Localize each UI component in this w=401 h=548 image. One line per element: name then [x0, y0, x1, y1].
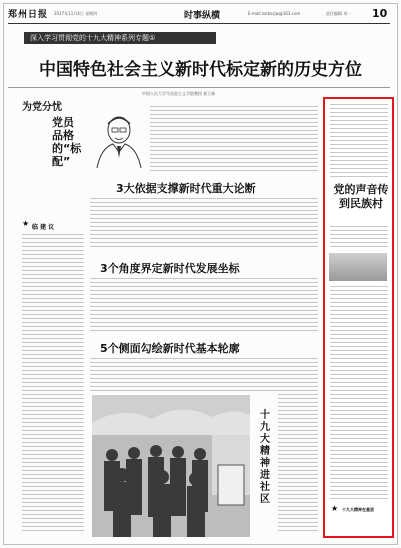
subhead-1: 3大依据支撑新时代重大论断 [116, 182, 256, 195]
headline-rule [8, 87, 390, 88]
author-portrait [93, 110, 145, 168]
right-column-footer: 十九大精神在基层 [342, 507, 374, 512]
section-title: 时事纵横 [184, 11, 221, 21]
intro-text [150, 106, 318, 172]
editor-credit: 责任编辑 刘一 [326, 11, 352, 16]
series-banner [24, 32, 216, 44]
series-banner-text: 深入学习贯彻党的十九大精神系列专题① [30, 34, 156, 42]
right-column-photo [329, 253, 387, 281]
body-text-1 [90, 198, 318, 250]
body-text-2 [90, 278, 318, 332]
article-byline: 中国人民大学马克思主义学院教授 郝立新 [142, 91, 216, 96]
right-column-intro [330, 104, 388, 178]
contact-email: E-mail:zzrbszjw@163.com [248, 11, 301, 16]
page-number: 10 [372, 7, 388, 20]
caption-body-text [278, 394, 318, 534]
body-text-3 [90, 358, 318, 392]
newspaper-logo: 郑州日报 [8, 10, 49, 20]
sidebar-column-label: 临 建 议 [32, 224, 55, 231]
community-photo [92, 395, 250, 537]
subhead-2: 3个角度界定新时代发展坐标 [100, 262, 240, 275]
issue-date: 2017年11月4日 星期四 [54, 11, 98, 16]
right-column-lead [330, 226, 388, 250]
sidebar-commentary [22, 102, 80, 222]
sidebar-title-1: 为党分忧 [22, 102, 62, 113]
sidebar-title-2: 党员品格的“标配” [52, 116, 82, 168]
main-headline: 中国特色社会主义新时代标定新的历史方位 [39, 60, 362, 80]
star-icon: ★ [22, 219, 30, 228]
sidebar-body-text [22, 234, 84, 534]
photo-caption-title: 十九大精神进社区 [260, 410, 270, 505]
subhead-3: 5个侧面勾绘新时代基本轮廓 [100, 342, 240, 355]
right-column-title: 党的声音传到民族村 [333, 183, 389, 210]
page-header [8, 7, 390, 23]
header-rule [8, 23, 390, 24]
right-column-body [330, 286, 388, 500]
star-icon: ★ [331, 504, 339, 513]
